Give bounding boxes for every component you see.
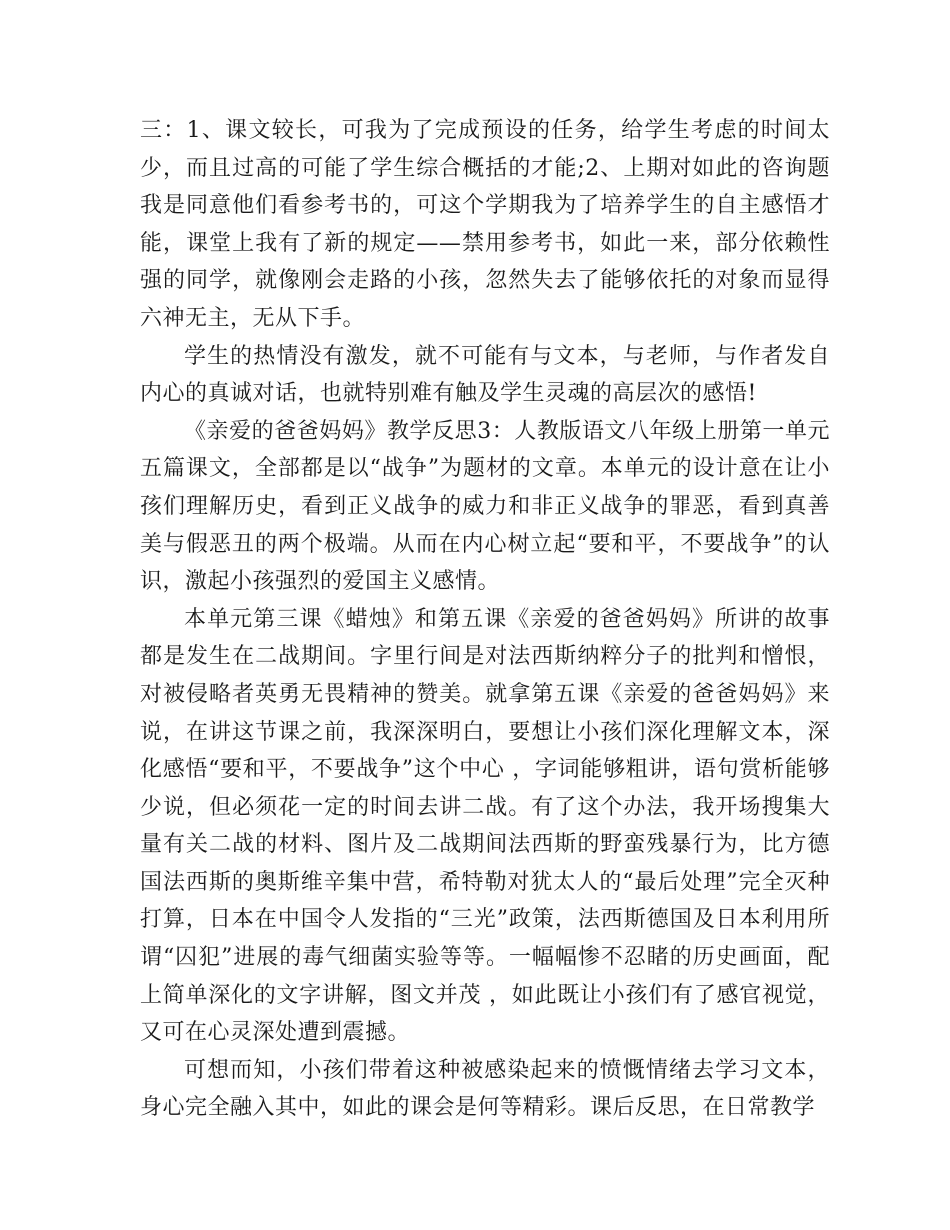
paragraph-conclusion: 可想而知，小孩们带着这种被感染起来的愤慨情绪去学习文本，身心完全融入其中，如此的课会是何等精彩。课后反思，在日常教学 [140, 1057, 830, 1121]
paragraph-ww2-lesson: 本单元第三课《蜡烛》和第五课《亲爱的爸爸妈妈》所讲的故事都是发生在二战期间。字里行间是对法西斯纳粹分子的批判和憎恨，对被侵略者英勇无畏精神的赞美。就拿第五课《亲爱的爸爸妈妈》来说，在讲这节课之前，我深深明白，要想让小孩们深化理解文本，深化感悟“要和平，不要战争”这个中心 ，字词能够粗讲，语句赏析能够少说，但必须花一定的时间去讲二战。有了这个办法，我开场搜集大量有关二战的材料、图片及二战期间法西斯的野蛮残暴行为，比方德国法西斯的奥斯维辛集中营，希特勒对犹太人的“最后处理”完全灭种打算，日本在中国令人发指的“三光”政策，法西斯德国及日本利用所谓“囚犯”进展的毒气细菌实验等等。一幅幅惨不忍睹的历史画面，配上简单深化的文字讲解，图文并茂 ，如此既让小孩们有了感官视觉，又可在心灵深处遭到震撼。 [140, 606, 830, 1046]
paragraph-teaching-reflection-heading: 《亲爱的爸爸妈妈》教学反思3：人教版语文八年级上册第一单元五篇课文，全部都是以“战争”为题材的文章。本单元的设计意在让小孩们理解历史，看到正义战争的威力和非正义战争的罪恶，看到真善美与假恶丑的两个极端。从而在内心树立起“要和平，不要战争”的认识，激起小孩强烈的爱国主义感情。 [140, 418, 830, 595]
document-body [140, 112, 830, 1127]
paragraph-reflection-three: 三：1、课文较长，可我为了完成预设的任务，给学生考虑的时间太少，而且过高的可能了学生综合概括的才能;2、上期对如此的咨询题我是同意他们看参考书的，可这个学期我为了培养学生的自主感悟才能，课堂上我有了新的规定——禁用参考书，如此一来，部分依赖性强的同学，就像刚会走路的小孩，忽然失去了能够依托的对象而显得六神无主，无从下手。 [140, 118, 830, 331]
paragraph-student-enthusiasm: 学生的热情没有激发，就不可能有与文本，与老师，与作者发自内心的真诚对话，也就特别难有触及学生灵魂的高层次的感悟! [140, 343, 830, 407]
